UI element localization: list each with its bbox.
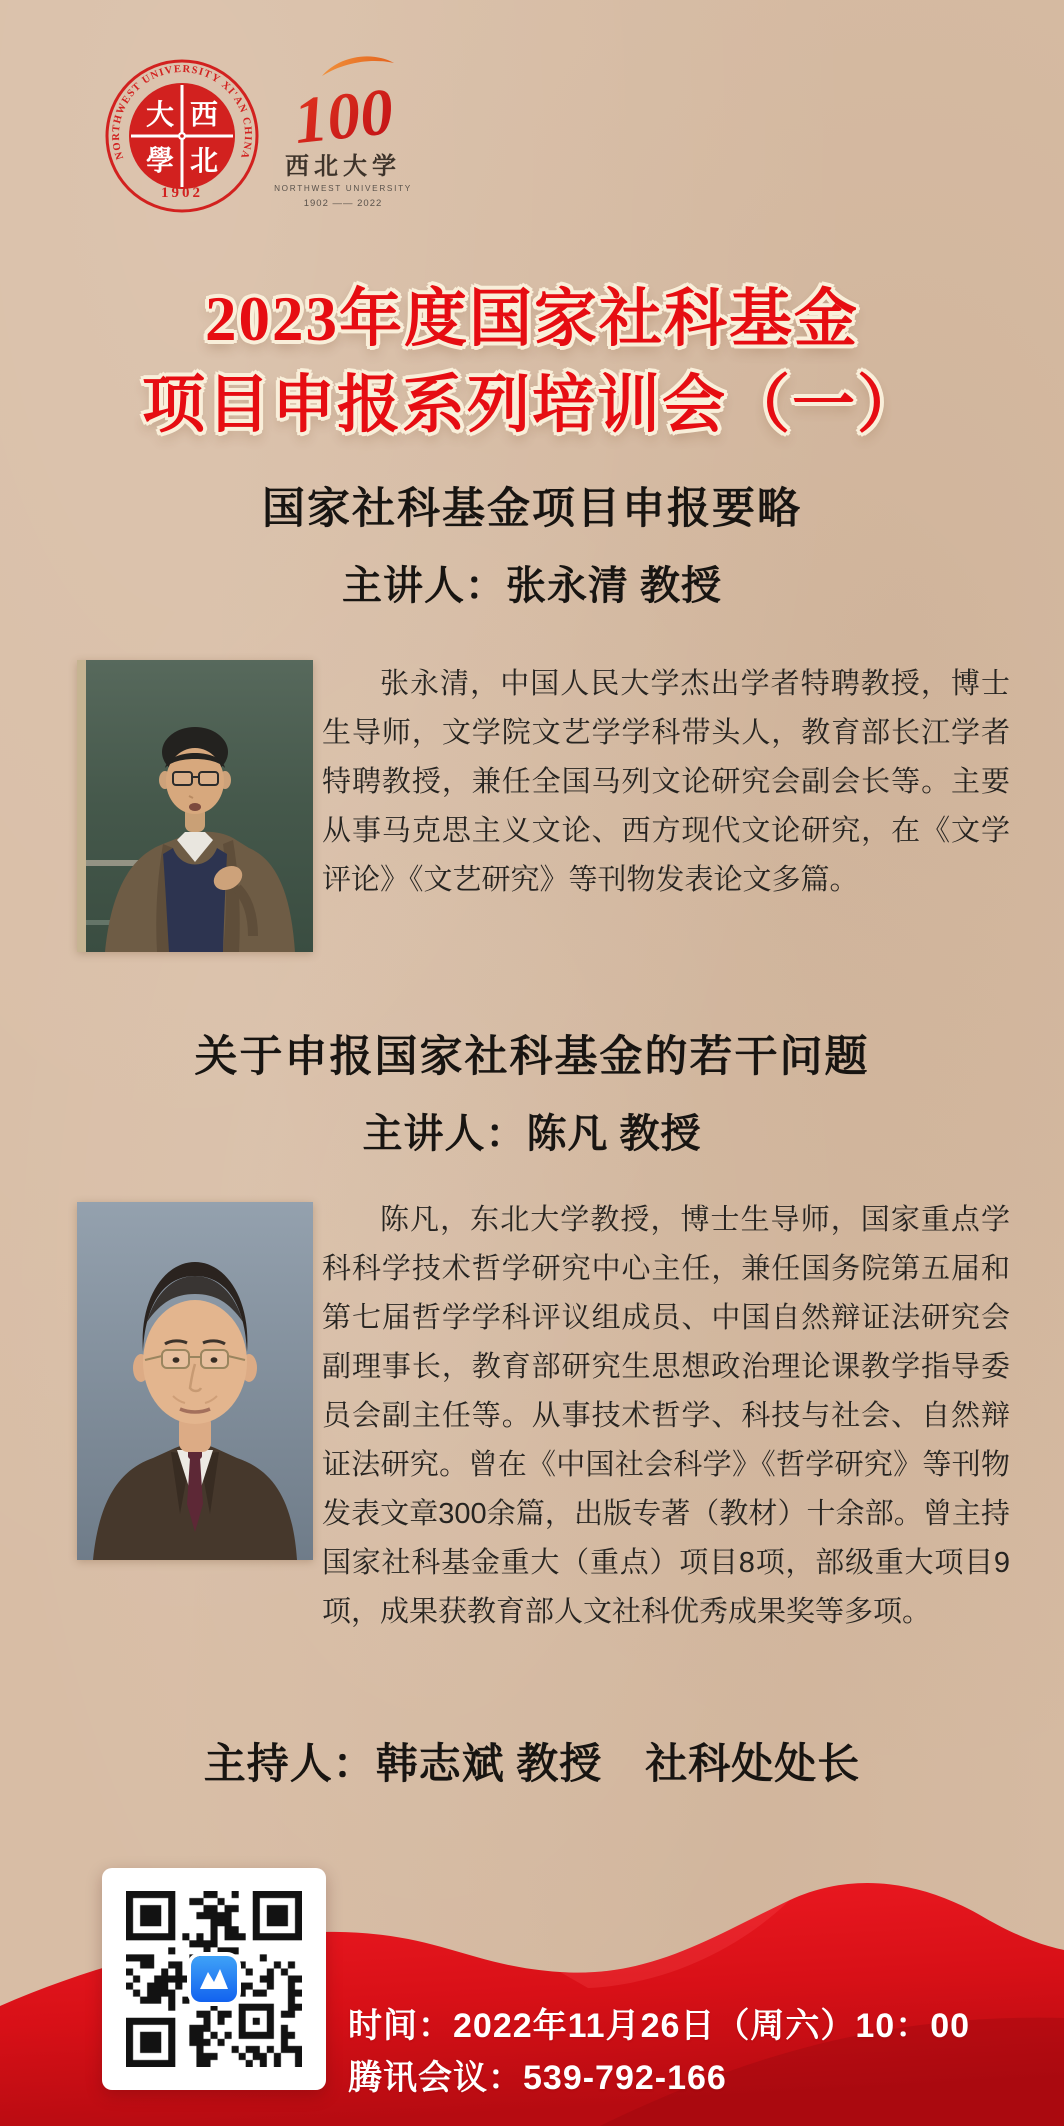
session1-speaker-photo [77, 660, 313, 952]
session2-bio: 陈凡，东北大学教授，博士生导师，国家重点学科科学技术哲学研究中心主任，兼任国务院第五届和第七届哲学学科评议组成员、中国自然辩证法研究会副理事长，教育部研究生思想政治理论课教学指导委员会副主任等。从事技术哲学、科技与社会、自然辩证法研究。曾在《中国社会科学》《哲学研究》等刊物发表文章300余篇，出版专著（教材）十余部。曾主持国家社科基金重大（重点）项目8项，部级重大项目9项，成果获教育部人文社科优秀成果奖等多项。 [322, 1204, 1010, 1628]
poster-title [0, 276, 1064, 448]
footer-time-line: 时间：2022年11月26日（周六）10：00 [348, 2007, 971, 2045]
poster-title-line1: 2023年度国家社科基金 [205, 284, 859, 354]
host-line: 主持人：韩志斌 教授 社科处处长 [203, 1742, 861, 1788]
poster-title-line2: 项目申报系列培训会（一） [142, 370, 922, 440]
session2-topic: 关于申报国家社科基金的若干问题 [194, 1034, 870, 1081]
centennial-en-name: NORTHWEST UNIVERSITY [274, 184, 412, 193]
session1-bio: 张永清，中国人民大学杰出学者特聘教授，博士生导师，文学院文艺学学科带头人，教育部长江学者特聘教授，兼任全国马列文论研究会副会长等。主要从事马克思主义文论、西方现代文论研究，在《文学评论》《文艺研究》等刊物发表论文多篇。 [322, 668, 1010, 896]
centennial-cn-name: 西北大学 [285, 154, 401, 180]
qr-card [102, 1868, 326, 2090]
seal-year: 1902 [161, 185, 203, 201]
seal-ring-text: NORTHWEST UNIVERSITY XI'AN CHINA [110, 63, 254, 161]
footer-meeting-line: 腾讯会议：539-792-166 [348, 2059, 727, 2097]
centennial-number: 100 [290, 75, 397, 158]
session1-speaker: 主讲人：张永清 教授 [342, 563, 722, 608]
centennial-years: 1902 —— 2022 [303, 198, 383, 209]
seal-char-tl: 大 [145, 99, 175, 130]
seal-char-br: 北 [189, 145, 219, 176]
session2-speaker-photo [77, 1202, 313, 1560]
centennial-100-logo [274, 50, 412, 220]
seal-char-bl: 學 [145, 145, 175, 176]
northwest-university-seal-logo [104, 58, 260, 214]
session1-topic: 国家社科基金项目申报要略 [262, 486, 802, 533]
centennial-swoosh [322, 56, 394, 76]
seal-char-tr: 西 [189, 99, 219, 130]
tencent-meeting-logo-icon [191, 1956, 237, 2002]
session2-speaker: 主讲人：陈凡 教授 [362, 1111, 702, 1156]
